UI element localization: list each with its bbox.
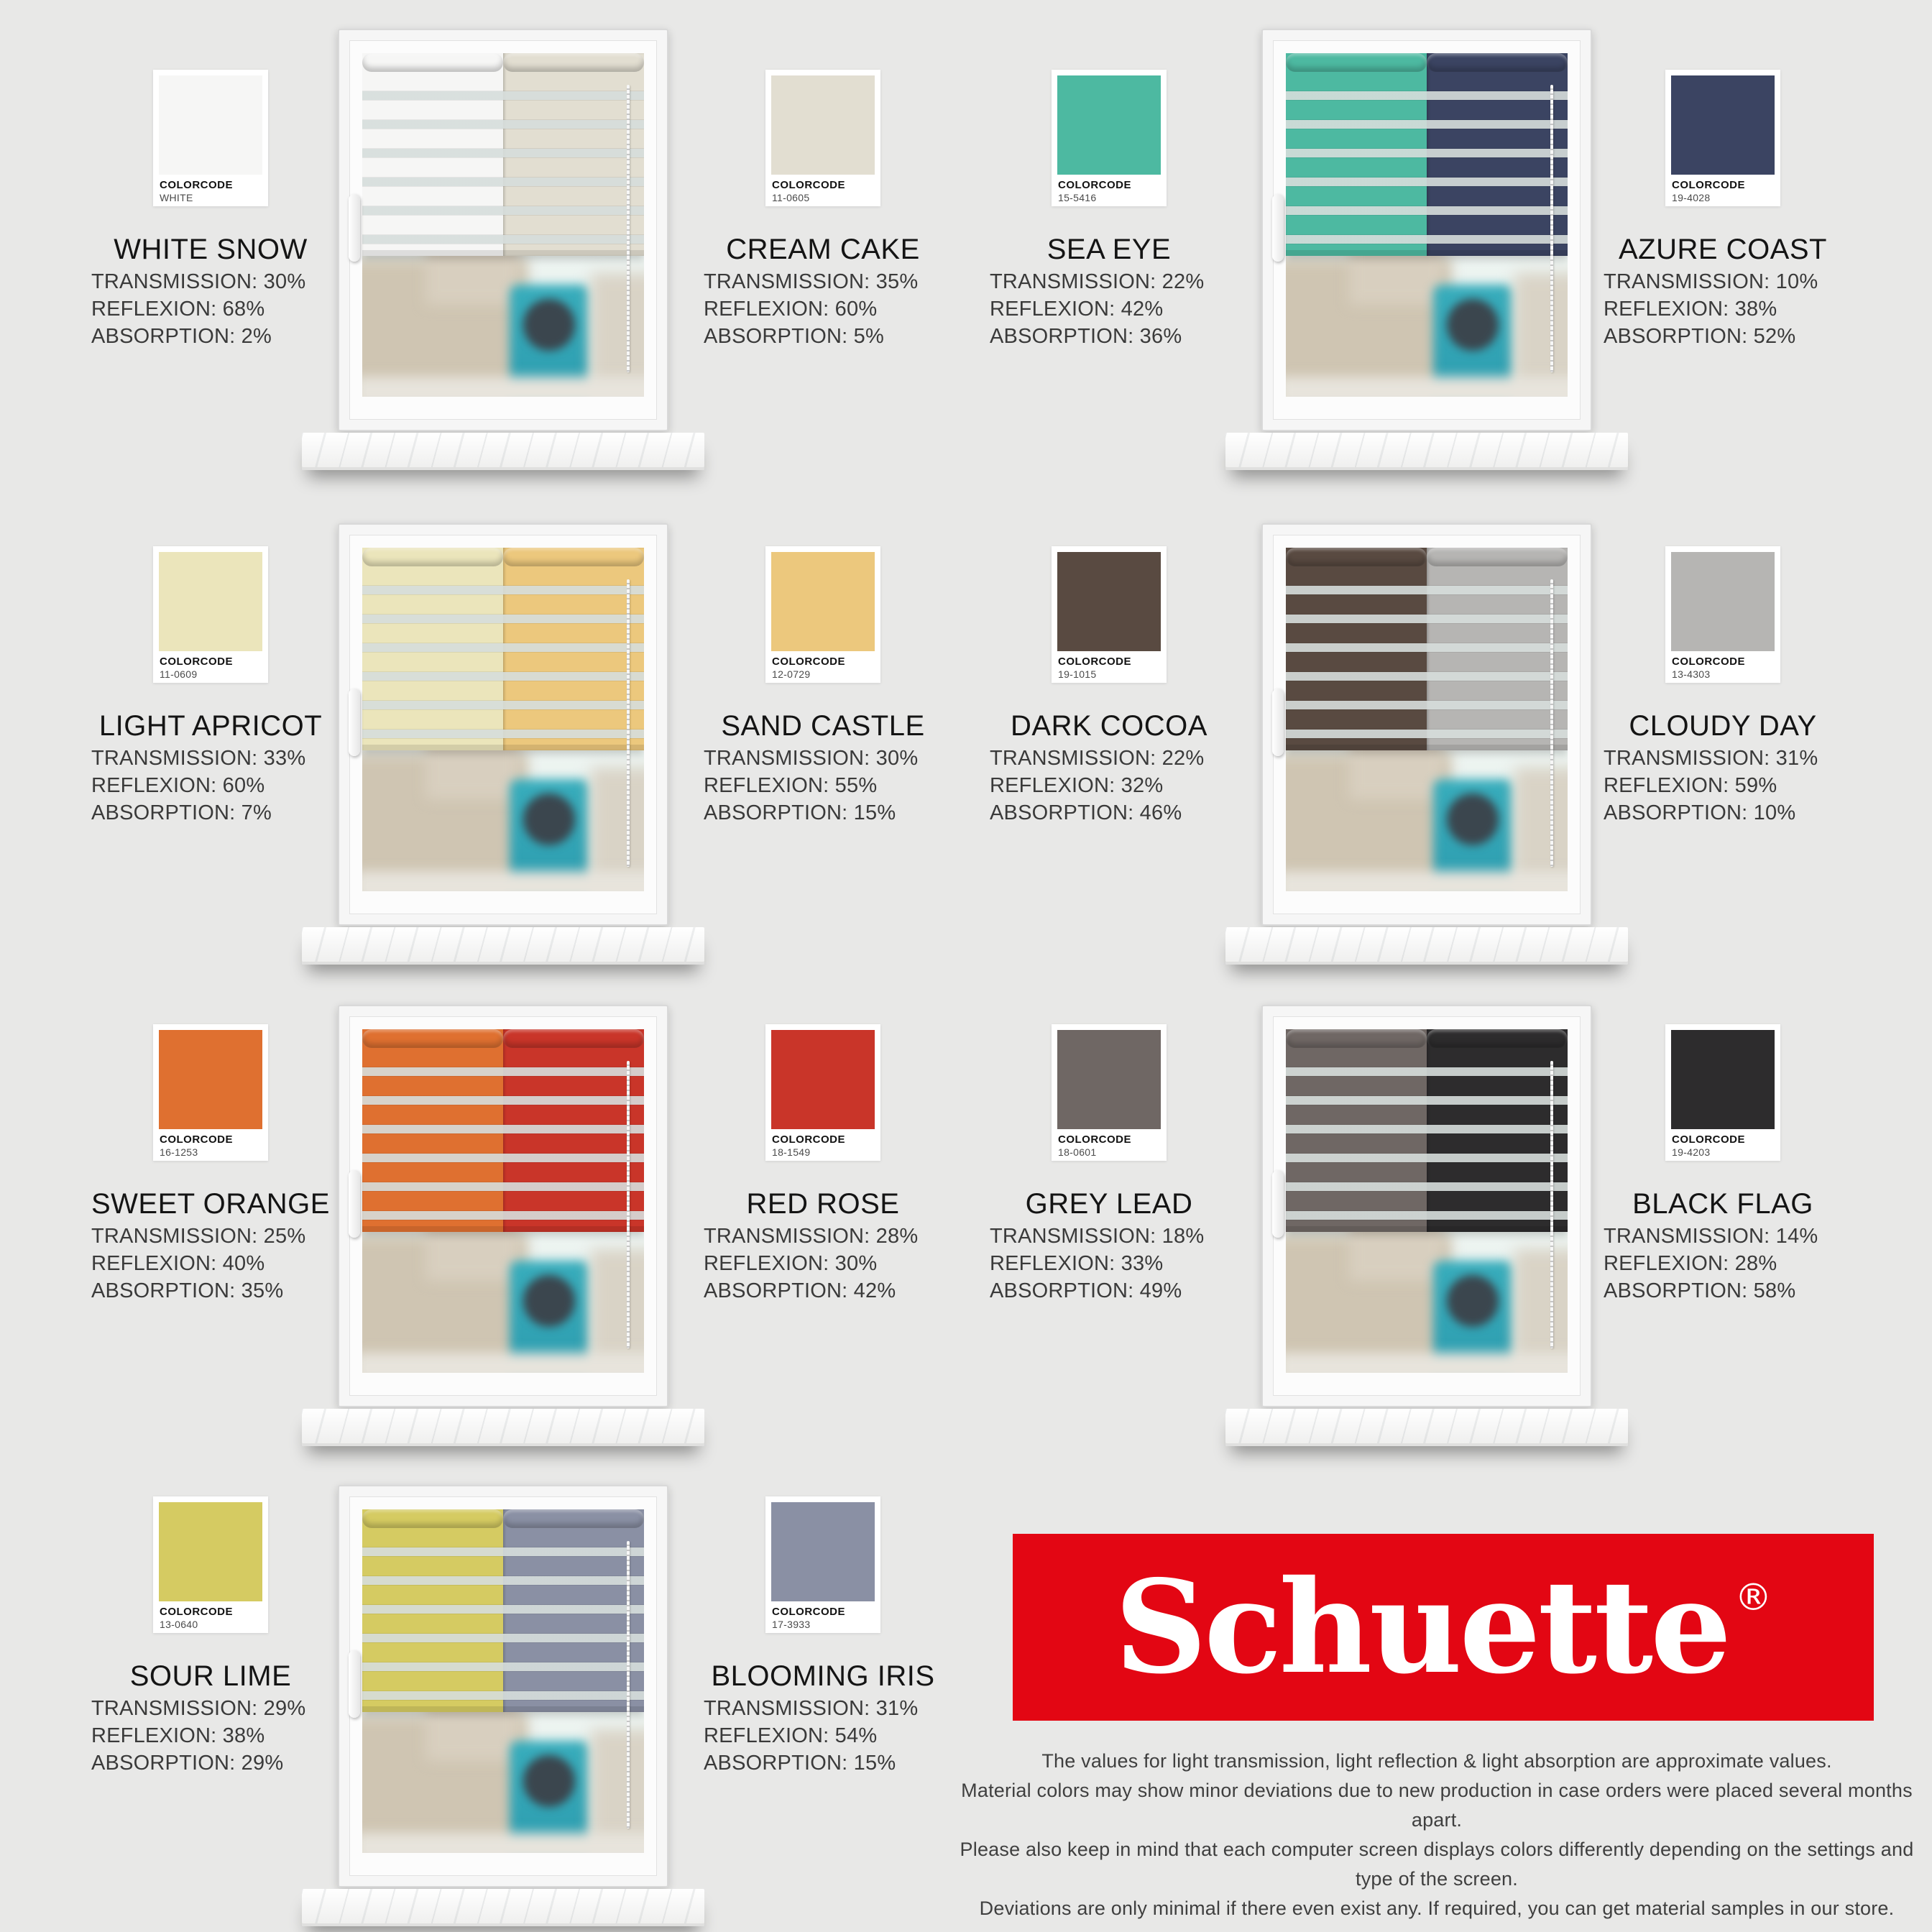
blurred-street <box>1286 871 1568 891</box>
registered-trademark-icon: ® <box>1734 1576 1772 1619</box>
color-chip <box>153 70 268 206</box>
transmission-value: TRANSMISSION: 22% <box>990 747 1205 770</box>
color-name: RED ROSE <box>746 1188 900 1220</box>
color-stats <box>704 1223 918 1305</box>
blurred-statue <box>523 299 575 351</box>
blurred-street <box>362 871 644 891</box>
blind-hem <box>1427 250 1568 256</box>
window-handle <box>349 1170 360 1238</box>
color-chip-fill <box>159 1030 262 1129</box>
color-name: WHITE SNOW <box>114 234 308 265</box>
color-name: BLOOMING IRIS <box>711 1660 935 1692</box>
reflexion-value: REFLEXION: 60% <box>704 298 878 321</box>
colorcode-label: COLORCODE <box>772 1133 845 1146</box>
color-stats <box>990 1223 1204 1305</box>
blind-cassette <box>1427 53 1568 72</box>
window-sill <box>302 927 704 965</box>
blind-left-half <box>362 53 503 256</box>
brand-name: Schuette <box>1114 1552 1729 1702</box>
blurred-statue <box>1447 794 1499 845</box>
color-stats <box>91 268 305 350</box>
blurred-statue <box>523 1755 575 1807</box>
color-stats <box>91 1695 305 1777</box>
window-preview <box>1261 523 1592 926</box>
color-chip <box>765 1024 880 1161</box>
disclaimer-text <box>942 1747 1932 1923</box>
blind-hem <box>503 1226 644 1232</box>
color-chip-fill <box>1671 75 1775 175</box>
blind-cassette <box>362 1509 503 1528</box>
colorcode-label: COLORCODE <box>160 1606 233 1618</box>
absorption-value: ABSORPTION: 36% <box>990 325 1182 348</box>
color-stats <box>91 745 305 827</box>
window-preview <box>338 29 668 431</box>
color-chip-fill <box>1057 75 1161 175</box>
color-name: BLACK FLAG <box>1632 1188 1813 1220</box>
window-handle <box>349 689 360 756</box>
reflexion-value: REFLEXION: 60% <box>91 774 265 797</box>
absorption-value: ABSORPTION: 15% <box>704 801 896 824</box>
blind-hem <box>503 250 644 256</box>
window-sill <box>1225 1409 1628 1446</box>
blurred-street <box>362 377 644 397</box>
blind-fabric <box>1286 1048 1427 1226</box>
absorption-value: ABSORPTION: 42% <box>704 1279 896 1302</box>
zebra-blind <box>1286 1029 1568 1232</box>
window-frame <box>1261 1005 1592 1407</box>
blind-left-half <box>1286 53 1427 256</box>
reflexion-value: REFLEXION: 32% <box>990 774 1164 797</box>
color-chip-fill <box>771 1030 875 1129</box>
colorcode-value: 19-4028 <box>1672 192 1711 203</box>
city-scene <box>362 1223 644 1373</box>
city-scene <box>1286 1223 1568 1373</box>
color-chip <box>765 70 880 206</box>
color-name: SEA EYE <box>1046 234 1172 265</box>
blind-hem <box>1427 745 1568 750</box>
blind-fabric <box>362 1528 503 1706</box>
colorcode-value: 19-1015 <box>1058 668 1097 680</box>
reflexion-value: REFLEXION: 40% <box>91 1252 265 1275</box>
colorcode-value: WHITE <box>160 192 193 203</box>
blurred-tower <box>1349 247 1443 305</box>
blind-cassette <box>1427 1029 1568 1048</box>
blind-chain <box>1550 1061 1553 1348</box>
blind-hem <box>362 1226 503 1232</box>
blind-fabric <box>503 566 644 745</box>
color-stats <box>704 268 918 350</box>
blurred-statue <box>523 794 575 845</box>
window-sill <box>302 433 704 470</box>
city-scene <box>1286 742 1568 891</box>
color-chip-fill <box>771 1502 875 1601</box>
window-frame <box>1261 523 1592 926</box>
window-handle <box>349 1650 360 1718</box>
transmission-value: TRANSMISSION: 30% <box>704 747 919 770</box>
blind-right-half <box>503 53 644 256</box>
blurred-tower <box>1349 742 1443 799</box>
zebra-blind <box>362 53 644 256</box>
city-scene <box>362 247 644 397</box>
window-glass <box>362 1029 644 1373</box>
color-chip <box>153 1496 268 1633</box>
color-chip <box>1665 546 1780 683</box>
colorcode-value: 17-3933 <box>772 1619 811 1630</box>
colorcode-value: 15-5416 <box>1058 192 1097 203</box>
transmission-value: TRANSMISSION: 31% <box>1604 747 1818 770</box>
blind-fabric <box>362 1048 503 1226</box>
color-name: SOUR LIME <box>129 1660 292 1692</box>
absorption-value: ABSORPTION: 52% <box>1604 325 1796 348</box>
disclaimer-line: The values for light transmission, light reflection & light absorption are approximate values. <box>1041 1750 1832 1772</box>
color-chip <box>153 546 268 683</box>
blurred-street <box>362 1833 644 1853</box>
blind-hem <box>503 745 644 750</box>
color-chip <box>1665 70 1780 206</box>
blind-fabric <box>1427 72 1568 250</box>
window-frame <box>1261 29 1592 431</box>
zebra-blind <box>362 1509 644 1712</box>
blind-fabric <box>1427 566 1568 745</box>
color-name: CREAM CAKE <box>726 234 920 265</box>
color-chip <box>1052 546 1167 683</box>
blind-fabric <box>1286 566 1427 745</box>
colorcode-label: COLORCODE <box>160 656 233 668</box>
color-chip-fill <box>159 75 262 175</box>
blind-hem <box>503 1706 644 1712</box>
blurred-tower <box>426 1703 519 1761</box>
color-stats <box>990 268 1204 350</box>
blind-hem <box>1286 250 1427 256</box>
colorcode-label: COLORCODE <box>160 179 233 191</box>
transmission-value: TRANSMISSION: 35% <box>704 270 919 293</box>
transmission-value: TRANSMISSION: 14% <box>1604 1225 1818 1248</box>
blurred-statue <box>1447 1275 1499 1327</box>
reflexion-value: REFLEXION: 30% <box>704 1252 878 1275</box>
blind-fabric <box>503 1048 644 1226</box>
window-glass <box>362 1509 644 1853</box>
blind-hem <box>1286 1226 1427 1232</box>
blind-right-half <box>503 1029 644 1232</box>
window-handle <box>349 194 360 262</box>
blind-cassette <box>1286 1029 1427 1048</box>
blind-left-half <box>1286 1029 1427 1232</box>
color-name: GREY LEAD <box>1025 1188 1193 1220</box>
color-name: SAND CASTLE <box>721 710 925 742</box>
blind-hem <box>1286 745 1427 750</box>
colorcode-value: 18-1549 <box>772 1146 811 1158</box>
transmission-value: TRANSMISSION: 30% <box>91 270 306 293</box>
blind-chain <box>627 85 630 372</box>
blind-chain <box>627 1541 630 1828</box>
color-name: CLOUDY DAY <box>1629 710 1817 742</box>
blurred-street <box>362 1353 644 1373</box>
colorcode-label: COLORCODE <box>1058 179 1131 191</box>
color-chip <box>153 1024 268 1161</box>
window-preview <box>338 523 668 926</box>
transmission-value: TRANSMISSION: 29% <box>91 1697 306 1720</box>
blind-hem <box>362 1706 503 1712</box>
window-glass <box>362 548 644 891</box>
color-chip <box>1052 1024 1167 1161</box>
blind-right-half <box>503 1509 644 1712</box>
window-handle <box>1272 1170 1284 1238</box>
city-scene <box>362 1703 644 1853</box>
colorcode-label: COLORCODE <box>772 656 845 668</box>
color-chip-fill <box>771 75 875 175</box>
transmission-value: TRANSMISSION: 18% <box>990 1225 1205 1248</box>
colorcode-value: 12-0729 <box>772 668 811 680</box>
blind-left-half <box>362 1509 503 1712</box>
absorption-value: ABSORPTION: 46% <box>990 801 1182 824</box>
color-stats <box>1604 268 1818 350</box>
blind-hem <box>1427 1226 1568 1232</box>
blind-left-half <box>362 548 503 750</box>
window-glass <box>362 53 644 397</box>
blind-fabric <box>1286 72 1427 250</box>
color-name: SWEET ORANGE <box>91 1188 330 1220</box>
blind-hem <box>362 250 503 256</box>
transmission-value: TRANSMISSION: 28% <box>704 1225 919 1248</box>
window-preview <box>338 1485 668 1887</box>
window-sill <box>1225 927 1628 965</box>
window-sill <box>1225 433 1628 470</box>
colorcode-value: 11-0609 <box>160 668 198 680</box>
colorcode-value: 16-1253 <box>160 1146 198 1158</box>
window-handle <box>1272 194 1284 262</box>
reflexion-value: REFLEXION: 54% <box>704 1724 878 1747</box>
blind-left-half <box>1286 548 1427 750</box>
blind-cassette <box>1286 53 1427 72</box>
disclaimer-line: Deviations are only minimal if there even exist any. If required, you can get material samples in our store. <box>979 1898 1895 1919</box>
color-name: AZURE COAST <box>1619 234 1827 265</box>
transmission-value: TRANSMISSION: 31% <box>704 1697 919 1720</box>
color-chip <box>765 1496 880 1633</box>
blurred-tower <box>426 742 519 799</box>
blind-right-half <box>1427 1029 1568 1232</box>
blind-cassette <box>503 1029 644 1048</box>
absorption-value: ABSORPTION: 5% <box>704 325 884 348</box>
color-name: DARK COCOA <box>1011 710 1208 742</box>
window-preview <box>1261 1005 1592 1407</box>
reflexion-value: REFLEXION: 68% <box>91 298 265 321</box>
color-stats <box>1604 745 1818 827</box>
blurred-street <box>1286 1353 1568 1373</box>
reflexion-value: REFLEXION: 33% <box>990 1252 1164 1275</box>
absorption-value: ABSORPTION: 35% <box>91 1279 284 1302</box>
window-preview <box>1261 29 1592 431</box>
reflexion-value: REFLEXION: 38% <box>91 1724 265 1747</box>
blind-cassette <box>362 548 503 566</box>
window-frame <box>338 29 668 431</box>
blind-cassette <box>1286 548 1427 566</box>
window-frame <box>338 1005 668 1407</box>
zebra-blind <box>1286 53 1568 256</box>
colorcode-value: 18-0601 <box>1058 1146 1097 1158</box>
reflexion-value: REFLEXION: 42% <box>990 298 1164 321</box>
blind-fabric <box>503 1528 644 1706</box>
color-chip-fill <box>1671 552 1775 651</box>
blind-chain <box>1550 579 1553 867</box>
reflexion-value: REFLEXION: 59% <box>1604 774 1777 797</box>
color-chip <box>1665 1024 1780 1161</box>
blind-left-half <box>362 1029 503 1232</box>
color-stats <box>1604 1223 1818 1305</box>
zebra-blind <box>362 1029 644 1232</box>
blind-cassette <box>503 1509 644 1528</box>
absorption-value: ABSORPTION: 10% <box>1604 801 1796 824</box>
color-chip-fill <box>159 552 262 651</box>
absorption-value: ABSORPTION: 49% <box>990 1279 1182 1302</box>
color-stats <box>91 1223 305 1305</box>
window-glass <box>1286 1029 1568 1373</box>
blurred-tower <box>426 247 519 305</box>
colorcode-value: 19-4203 <box>1672 1146 1711 1158</box>
disclaimer-line: Material colors may show minor deviations due to new production in case orders were placed several months apart. <box>961 1780 1913 1831</box>
colorcode-value: 13-0640 <box>160 1619 198 1630</box>
blind-right-half <box>1427 548 1568 750</box>
blurred-tower <box>426 1223 519 1281</box>
blind-fabric <box>362 72 503 250</box>
colorcode-label: COLORCODE <box>1058 656 1131 668</box>
absorption-value: ABSORPTION: 2% <box>91 325 272 348</box>
schuette-logo-text <box>1114 1552 1772 1702</box>
reflexion-value: REFLEXION: 28% <box>1604 1252 1777 1275</box>
zebra-blind <box>1286 548 1568 750</box>
window-handle <box>1272 689 1284 756</box>
blind-cassette <box>1427 548 1568 566</box>
colorcode-value: 11-0605 <box>772 192 810 203</box>
blurred-tower <box>1349 1223 1443 1281</box>
blind-hem <box>362 745 503 750</box>
absorption-value: ABSORPTION: 29% <box>91 1752 284 1775</box>
blind-fabric <box>503 72 644 250</box>
transmission-value: TRANSMISSION: 22% <box>990 270 1205 293</box>
color-chip <box>765 546 880 683</box>
transmission-value: TRANSMISSION: 10% <box>1604 270 1818 293</box>
window-frame <box>338 1485 668 1887</box>
color-chip-fill <box>1057 1030 1161 1129</box>
window-sill <box>302 1889 704 1926</box>
window-glass <box>1286 53 1568 397</box>
blurred-street <box>1286 377 1568 397</box>
disclaimer-line: Please also keep in mind that each computer screen displays colors differently depending on the settings and type of the screen. <box>960 1839 1914 1890</box>
blind-cassette <box>503 53 644 72</box>
reflexion-value: REFLEXION: 55% <box>704 774 878 797</box>
colorcode-label: COLORCODE <box>1672 1133 1745 1146</box>
transmission-value: TRANSMISSION: 33% <box>91 747 306 770</box>
color-stats <box>990 745 1204 827</box>
blurred-statue <box>1447 299 1499 351</box>
colorcode-label: COLORCODE <box>1058 1133 1131 1146</box>
transmission-value: TRANSMISSION: 25% <box>91 1225 306 1248</box>
absorption-value: ABSORPTION: 58% <box>1604 1279 1796 1302</box>
blind-chain <box>627 579 630 867</box>
blind-chain <box>1550 85 1553 372</box>
color-stats <box>704 1695 918 1777</box>
blind-cassette <box>362 53 503 72</box>
colorcode-label: COLORCODE <box>772 179 845 191</box>
absorption-value: ABSORPTION: 15% <box>704 1752 896 1775</box>
color-chip-fill <box>159 1502 262 1601</box>
window-sill <box>302 1409 704 1446</box>
blind-cassette <box>362 1029 503 1048</box>
color-chip-fill <box>771 552 875 651</box>
color-name: LIGHT APRICOT <box>98 710 323 742</box>
colorcode-label: COLORCODE <box>1672 656 1745 668</box>
zebra-blind <box>362 548 644 750</box>
absorption-value: ABSORPTION: 7% <box>91 801 272 824</box>
schuette-logo <box>1013 1534 1874 1721</box>
blind-right-half <box>503 548 644 750</box>
colorcode-value: 13-4303 <box>1672 668 1711 680</box>
city-scene <box>362 742 644 891</box>
colorcode-label: COLORCODE <box>160 1133 233 1146</box>
blurred-statue <box>523 1275 575 1327</box>
color-chip <box>1052 70 1167 206</box>
window-frame <box>338 523 668 926</box>
blind-fabric <box>362 566 503 745</box>
blind-fabric <box>1427 1048 1568 1226</box>
blind-cassette <box>503 548 644 566</box>
color-chip-fill <box>1057 552 1161 651</box>
city-scene <box>1286 247 1568 397</box>
color-chip-fill <box>1671 1030 1775 1129</box>
color-stats <box>704 745 918 827</box>
colorcode-label: COLORCODE <box>1672 179 1745 191</box>
blind-right-half <box>1427 53 1568 256</box>
window-preview <box>338 1005 668 1407</box>
reflexion-value: REFLEXION: 38% <box>1604 298 1777 321</box>
blind-chain <box>627 1061 630 1348</box>
colorcode-label: COLORCODE <box>772 1606 845 1618</box>
window-glass <box>1286 548 1568 891</box>
